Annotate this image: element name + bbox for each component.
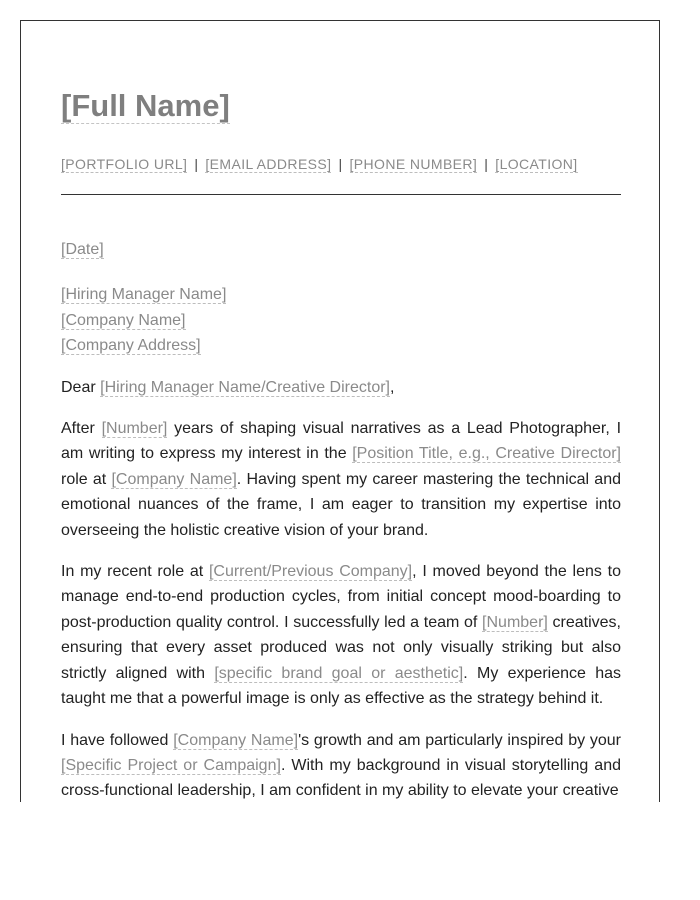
email-address-placeholder[interactable]: [EMAIL ADDRESS]: [205, 156, 332, 172]
paragraph-text: . My experience has taught me that a powerful image is only as effective as the strategy behind it.: [61, 664, 622, 708]
paragraph-intro: [61, 416, 621, 543]
paragraph-text: role at: [61, 470, 112, 488]
paragraph-experience: [61, 559, 621, 711]
team-size-number-placeholder[interactable]: [Number]: [482, 613, 548, 631]
portfolio-url-placeholder[interactable]: [PORTFOLIO URL]: [61, 156, 188, 172]
company-name-placeholder[interactable]: [Company Name]: [111, 470, 237, 488]
paragraph-text: creatives, ensuring that every asset produced was not only visually striking but also strictly aligned with: [61, 613, 621, 682]
paragraph-company-interest: [61, 728, 621, 803]
header-divider: [61, 194, 621, 195]
location-placeholder[interactable]: [LOCATION]: [495, 156, 578, 172]
paragraph-text: , I moved beyond the lens to manage end-to-end production cycles, from initial concept mood-boarding to post-production quality control. I successfully led a team of: [61, 563, 622, 631]
recipient-address-block: [61, 282, 621, 358]
paragraph-text: In my recent role at: [61, 563, 209, 581]
paragraph-text: . With my background in visual storytelling and cross-functional leadership, I am confident in my ability to elevate your creative: [61, 756, 622, 800]
salutation: [61, 375, 621, 400]
salutation-prefix: Dear: [61, 378, 101, 396]
contact-line: [61, 155, 641, 173]
salutation-suffix: ,: [390, 378, 395, 396]
brand-goal-placeholder[interactable]: [specific brand goal or aesthetic]: [214, 664, 464, 682]
current-company-placeholder[interactable]: [Current/Previous Company]: [208, 563, 413, 581]
salutation-name-placeholder[interactable]: [Hiring Manager Name/Creative Director]: [100, 378, 390, 396]
company-address-placeholder[interactable]: [Company Address]: [61, 337, 201, 355]
contact-separator: |: [338, 156, 343, 172]
full-name-placeholder[interactable]: [Full Name]: [61, 88, 230, 123]
paragraph-text: 's growth and am particularly inspired by your: [298, 731, 621, 749]
paragraph-text: . Having spent my career mastering the technical and emotional nuances of the frame, I am eager to transition my expertise into overseeing the holistic creative vision of your brand.: [61, 470, 621, 539]
date-placeholder[interactable]: [Date]: [61, 241, 104, 258]
letter-page: [20, 20, 660, 802]
contact-separator: |: [484, 156, 489, 172]
position-title-placeholder[interactable]: [Position Title, e.g., Creative Director]: [352, 445, 621, 463]
full-name-heading[interactable]: [61, 87, 230, 125]
paragraph-text: I have followed: [61, 731, 174, 749]
phone-number-placeholder[interactable]: [PHONE NUMBER]: [349, 156, 478, 172]
date-line: [61, 237, 621, 262]
company-name-placeholder[interactable]: [Company Name]: [61, 311, 186, 329]
paragraph-text: years of shaping visual narratives as a Lead Photographer, I am writing to express my interest in the: [61, 420, 622, 463]
contact-separator: |: [194, 156, 199, 172]
letter-body: [61, 237, 621, 802]
hiring-manager-name-placeholder[interactable]: [Hiring Manager Name]: [61, 286, 227, 304]
years-number-placeholder[interactable]: [Number]: [101, 420, 168, 438]
company-name-placeholder[interactable]: [Company Name]: [173, 731, 299, 749]
paragraph-text: After: [61, 420, 102, 438]
project-campaign-placeholder[interactable]: [Specific Project or Campaign]: [61, 756, 281, 774]
